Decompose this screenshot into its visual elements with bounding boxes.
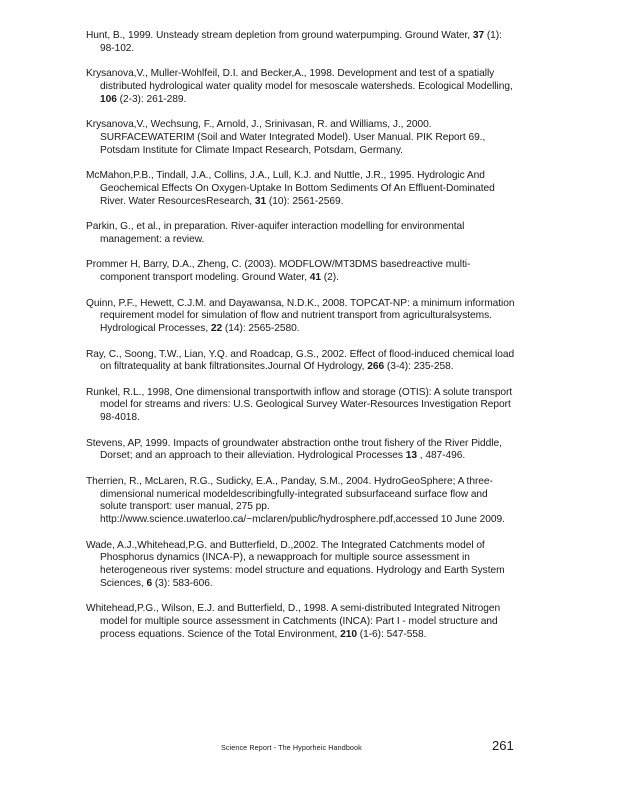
page-number: 261 (492, 738, 514, 753)
reference-entry: Runkel, R.L., 1998, One dimensional transportwith inflow and storage (OTIS): A solute transport model for streams and rivers: U.S. Geological Survey Water-Resources Investigation Report 98-4018. (86, 386, 513, 424)
page-footer (0, 738, 618, 758)
reference-list (86, 30, 516, 654)
reference-entry: Prommer H, Barry, D.A., Zheng, C. (2003). MODFLOW/MT3DMS basedreactive multi-component transport modeling. Ground Water, 41 (2). (86, 259, 471, 284)
reference-entry: McMahon,P.B., Tindall, J.A., Collins, J.A., Lull, K.J. and Nuttle, J.R., 1995. Hydrologic And Geochemical Effects On Oxygen-Uptake In Bottom Sediments Of An Effluent-Dominated River. Water ResourcesResearch, 31 (10): 2561-2569. (86, 170, 495, 207)
reference-entry: Krysanova,V., Wechsung, F., Arnold, J., Srinivasan, R. and Williams, J., 2000. SURFACEWATERIM (Soil and Water Integrated Model). User Manual. PIK Report 69., Potsdam Institute for Climate Impact Research, Potsdam, Germany. (86, 119, 486, 156)
reference-entry: Stevens, AP, 1999. Impacts of groundwater abstraction onthe trout fishery of the River Piddle, Dorset; and an approach to their alleviation. Hydrological Processes 13 , 487-496. (86, 437, 502, 462)
reference-entry: Hunt, B., 1999. Unsteady stream depletion from ground waterpumping. Ground Water, 37 (1): 98-102. (86, 30, 502, 54)
reference-entry: Wade, A.J.,Whitehead,P.G. and Butterfield, D.,2002. The Integrated Catchments model of Phosphorus dynamics (INCA-P), a newapproach for multiple source assessment in heterogeneous river systems: model structure and equations. Hydrology and Earth System Sciences, 6 (3): 583-606. (86, 539, 505, 590)
reference-entry: Parkin, G., et al., in preparation. River-aquifer interaction modelling for environmental management: a review. (86, 221, 465, 245)
reference-entry: Ray, C., Soong, T.W., Lian, Y.Q. and Roadcap, G.S., 2002. Effect of flood-induced chemical load on filtratequality at bank filtrationsites.Journal Of Hydrology, 266 (3-4): 235-258. (86, 348, 515, 373)
footer-title: Science Report - The Hyporheic Handbook (221, 743, 362, 752)
reference-entry: Therrien, R., McLaren, R.G., Sudicky, E.A., Panday, S.M., 2004. HydroGeoSphere; A three-dimensional numerical modeldescribingfully-integrated subsurfaceand surface flow and solute transport: user manual, 275 pp. http://www.science.uwaterloo.ca/~mclaren/public/hydrosphere.pdf,accessed 10 June 2009. (86, 475, 505, 526)
reference-entry: Quinn, P.F., Hewett, C.J.M. and Dayawansa, N.D.K., 2008. TOPCAT-NP: a minimum information requirement model for simulation of flow and nutrient transport from agriculturalsystems. Hydrological Processes, 22 (14): 2565-2580. (86, 297, 515, 335)
reference-entry: Krysanova,V., Muller-Wohlfeil, D.I. and Becker,A., 1998. Development and test of a spatially distributed hydrological water quality model for mesoscale watersheds. Ecological Modelling, 106 (2-3): 261-289. (86, 68, 513, 105)
reference-entry: Whitehead,P.G., Wilson, E.J. and Butterfield, D., 1998. A semi-distributed Integrated Nitrogen model for multiple source assessment in Catchments (INCA): Part I - model structure and process equations. Science of the Total Environment, 210 (1-6): 547-558. (86, 603, 501, 641)
